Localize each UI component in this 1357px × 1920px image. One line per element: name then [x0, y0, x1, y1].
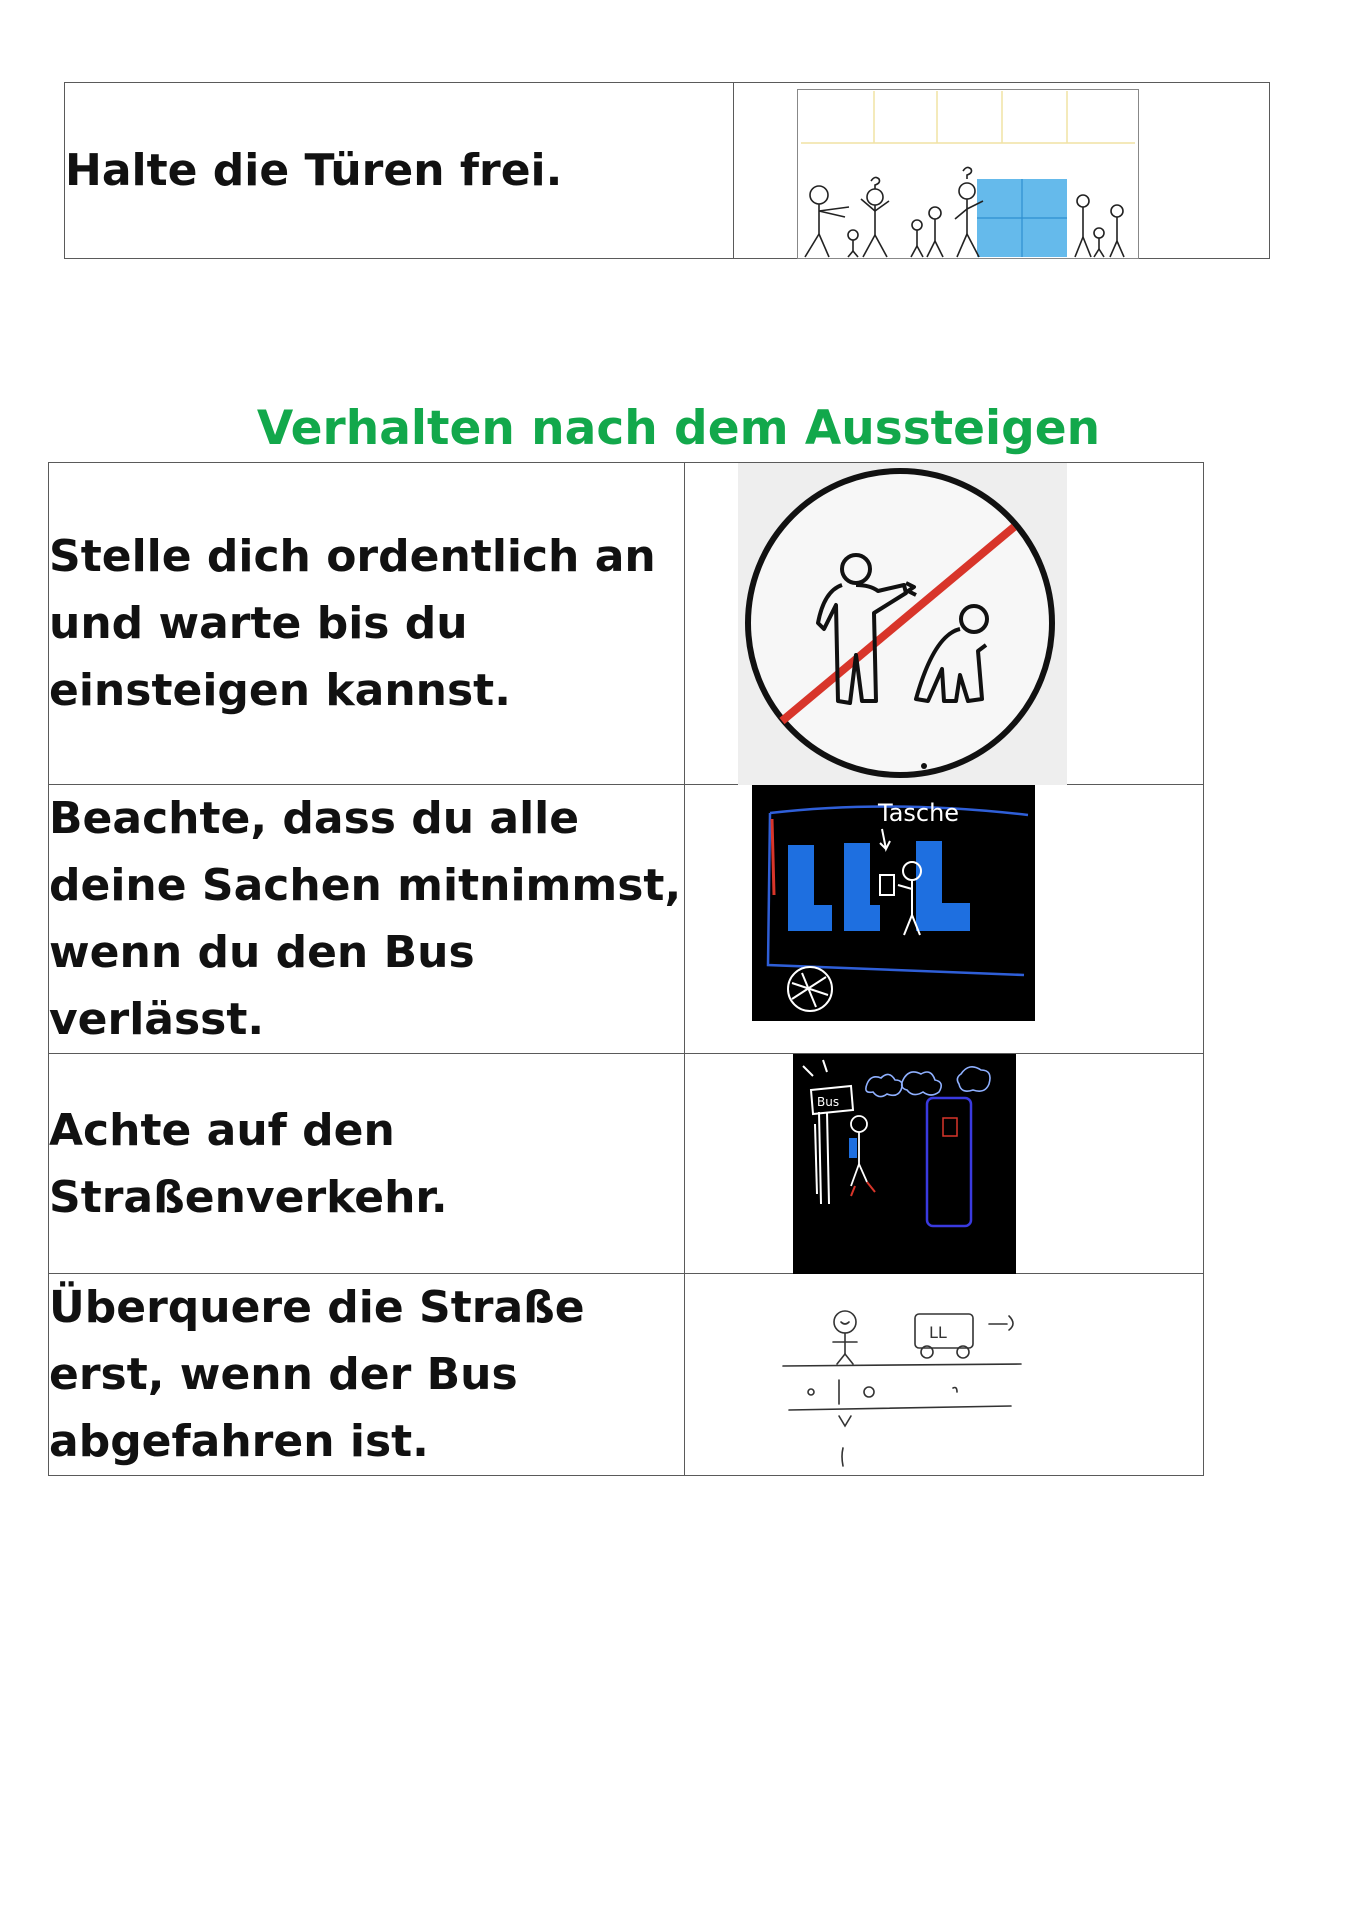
ll-label: LL	[929, 1323, 947, 1342]
table-row	[49, 1054, 1204, 1274]
rule-text: Überquere die Straße erst, wenn der Bus abgefahren ist.	[49, 1274, 685, 1476]
no-pushing-sign-drawing	[738, 463, 1067, 785]
tasche-label: Tasche	[878, 799, 960, 827]
rule-image-cell	[734, 83, 1270, 259]
bus-label: Bus	[817, 1095, 840, 1109]
main-rule-table	[48, 462, 1204, 1476]
rule-text: Stelle dich ordentlich an und warte bis du einsteigen kannst.	[49, 463, 685, 785]
rule-text: Achte auf den Straßenverkehr.	[49, 1054, 685, 1274]
table-row	[65, 83, 1270, 259]
top-rule-table	[64, 82, 1270, 259]
rule-text: Beachte, dass du alle deine Sachen mitnimmst, wenn du den Bus verlässt.	[49, 785, 685, 1054]
stick-figures-at-bus-door-drawing	[797, 89, 1139, 259]
bus-stop-street-drawing	[793, 1054, 1016, 1274]
rule-image-cell	[685, 463, 1204, 785]
table-row	[49, 1274, 1204, 1476]
rule-text: Halte die Türen frei.	[65, 83, 734, 259]
table-row	[49, 785, 1204, 1054]
rule-image-cell	[685, 1274, 1204, 1476]
rule-image-cell	[685, 785, 1204, 1054]
table-row	[49, 463, 1204, 785]
rule-image-cell	[685, 1054, 1204, 1274]
person-waiting-bus-leaving-sketch	[781, 1302, 1041, 1474]
section-heading: Verhalten nach dem Aussteigen	[256, 401, 1101, 456]
bus-with-bag-drawing	[752, 785, 1035, 1021]
